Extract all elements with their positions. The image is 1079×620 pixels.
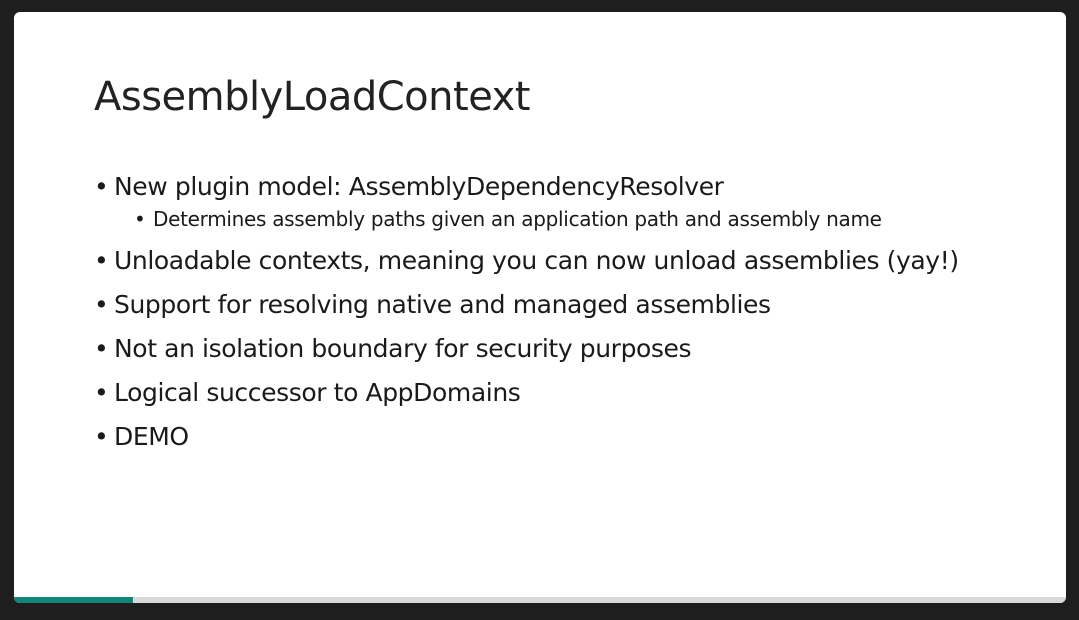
bullet-item [94, 170, 1054, 204]
bullet-list [94, 170, 1054, 464]
slide-progress-bar[interactable] [14, 597, 1066, 603]
bullet-dot: • [94, 290, 109, 319]
bullet-text: Determines assembly paths given an application path and assembly name [153, 207, 882, 231]
bullet-dot: • [134, 207, 146, 231]
bullet-dot: • [94, 378, 109, 407]
bullet-dot: • [94, 422, 109, 451]
bullet-dot: • [94, 172, 109, 201]
bullet-dot: • [94, 334, 109, 363]
slide [14, 12, 1066, 603]
bullet-text: New plugin model: AssemblyDependencyResolver [114, 172, 724, 201]
bullet-item [94, 288, 1054, 322]
bullet-text: Logical successor to AppDomains [114, 378, 521, 407]
slide-title: AssemblyLoadContext [94, 74, 530, 120]
sub-bullet-item [94, 206, 1054, 232]
bullet-text: Not an isolation boundary for security purposes [114, 334, 692, 363]
bullet-item [94, 244, 1054, 278]
bullet-text: Unloadable contexts, meaning you can now unload assemblies (yay!) [114, 246, 959, 275]
slide-progress-fill [14, 597, 133, 603]
bullet-text: DEMO [114, 422, 189, 451]
bullet-dot: • [94, 246, 109, 275]
bullet-text: Support for resolving native and managed assemblies [114, 290, 771, 319]
bullet-item [94, 332, 1054, 366]
bullet-item [94, 376, 1054, 410]
bullet-item [94, 420, 1054, 454]
